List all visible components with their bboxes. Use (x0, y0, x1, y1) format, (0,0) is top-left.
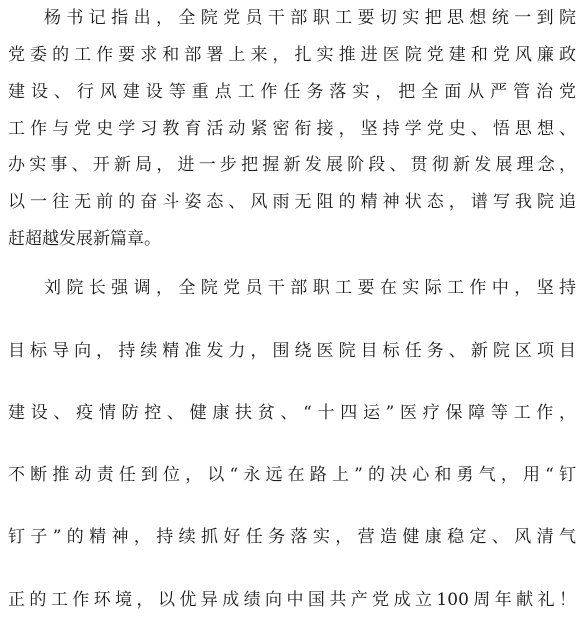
text-line: 正的工作环境，以优异成绩向中国共产党成立100周年献礼！ (8, 590, 576, 610)
text-line: 办实事、开新局，进一步把握新发展阶段、贯彻新发展理念， (8, 155, 576, 175)
text-line: 不断推动责任到位，以“永远在路上”的决心和勇气，用“钉 (8, 465, 576, 485)
text-line: 刘院长强调，全院党员干部职工要在实际工作中，坚持 (44, 278, 576, 298)
text-line: 目标导向，持续精准发力，围绕医院目标任务、新院区项目 (8, 341, 576, 361)
text-line: 以一往无前的奋斗姿态、风雨无阻的精神状态，谱写我院追 (8, 192, 576, 212)
text-line: 工作与党史学习教育活动紧密衔接，坚持学党史、悟思想、 (8, 119, 576, 139)
text-line: 杨书记指出，全院党员干部职工要切实把思想统一到院 (44, 8, 576, 28)
text-line: 党委的工作要求和部署上来，扎实推进医院党建和党风廉政 (8, 45, 576, 65)
text-line: 建设、行风建设等重点工作任务落实，把全面从严管治党 (8, 82, 576, 102)
text-line: 建设、疫情防控、健康扶贫、“十四运”医疗保障等工作， (8, 403, 576, 423)
text-line: 钉子”的精神，持续抓好任务落实，营造健康稳定、风清气 (8, 527, 576, 547)
text-line: 赶超越发展新篇章。 (8, 229, 161, 249)
